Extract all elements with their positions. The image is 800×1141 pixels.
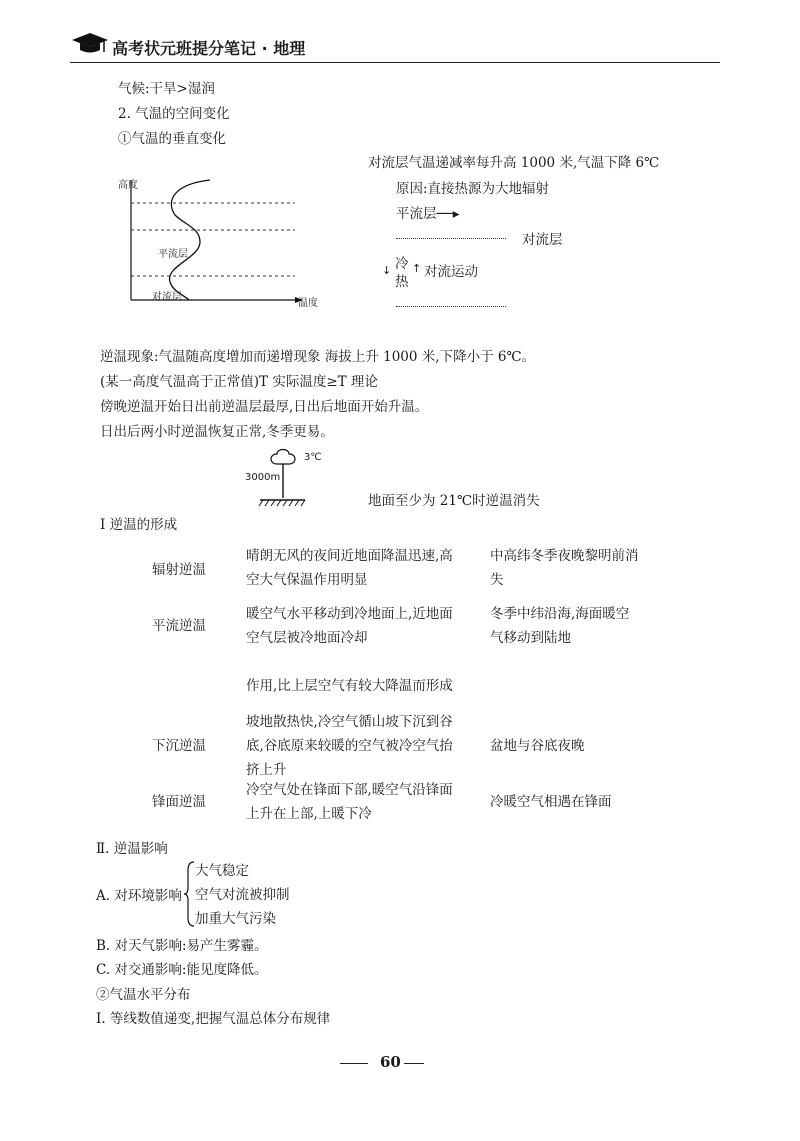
cause-text: 原因:直接热源为大地辐射 <box>396 181 550 197</box>
radiation-cause-1: 晴朗无风的夜间近地面降温迅速,高 <box>246 548 453 564</box>
traffic-effect: C. 对交通影响:能见度降低。 <box>96 962 268 978</box>
subsidence-cause-3: 挤上升 <box>246 762 287 778</box>
radiation-cause-2: 空大气保温作用明显 <box>246 572 368 588</box>
radiation-name: 辐射逆温 <box>152 562 206 578</box>
x-axis-label: 温度 <box>298 298 318 309</box>
environment-label: A. 对环境影响 <box>96 888 182 904</box>
troposphere-label: 对流层 <box>152 292 182 303</box>
radiation-place-1: 中高纬冬季夜晚黎明前消 <box>490 548 639 564</box>
subsidence-cause-2: 底,谷底原来较暖的空气被冷空气抬 <box>246 738 453 754</box>
subsection-heading: ①气温的垂直变化 <box>118 131 226 147</box>
height-label: 3000m <box>245 472 281 483</box>
advection-place-2: 气移动到陆地 <box>490 630 571 646</box>
page-number-line-left <box>340 1063 368 1064</box>
convection-text: 对流运动 <box>424 264 478 280</box>
formation-title: Ⅰ 逆温的形成 <box>100 517 178 533</box>
inversion-definition: 逆温现象:气温随高度增加而递增现象 海拔上升 1000 米,下降小于 6℃。 <box>100 349 536 365</box>
troposphere-text: 对流层 <box>522 232 563 248</box>
frontal-name: 锋面逆温 <box>152 794 206 810</box>
advection-cause-2: 空气层被冷地面冷却 <box>246 630 368 646</box>
cold-label: 冷 <box>395 256 409 272</box>
diagram-graph <box>115 170 335 310</box>
inversion-condition: (某一高度气温高于正常值)T 实际温度≥T 理论 <box>100 374 378 390</box>
frontal-cause-1: 冷空气处在锋面下部,暖空气沿锋面 <box>246 782 453 798</box>
section-heading: 2. 气温的空间变化 <box>118 106 230 122</box>
advection-cause-1: 暖空气水平移动到冷地面上,近地面 <box>246 606 453 622</box>
weather-effect: B. 对天气影响:易产生雾霾。 <box>96 938 268 954</box>
graduation-cap-icon <box>70 30 110 56</box>
advection-place-1: 冬季中纬沿海,海面暖空 <box>490 606 630 622</box>
stratosphere-arrow-text: 平流层──▸ <box>396 206 460 222</box>
frontal-place-1: 冷暖空气相遇在锋面 <box>490 794 612 810</box>
frontal-cause-2: 上升在上部,上暖下冷 <box>246 806 372 822</box>
climate-line: 气候:干旱>湿润 <box>118 81 215 97</box>
page-number-line-right <box>404 1063 424 1064</box>
ground-temperature-text: 地面至少为 21℃时逆温消失 <box>368 493 540 509</box>
env-item: 空气对流被抑制 <box>195 887 290 903</box>
dotted-divider-2 <box>396 306 506 307</box>
lapse-rate-text: 对流层气温递减率每升高 1000 米,气温下降 6℃ <box>368 155 660 171</box>
header-rule <box>70 62 720 63</box>
hot-label: 热 <box>395 274 409 290</box>
page-number: 60 <box>380 1053 401 1071</box>
down-arrow-icon: ↓ <box>382 264 392 277</box>
temperature-label: 3℃ <box>304 452 322 463</box>
effects-title: Ⅱ. 逆温影响 <box>96 841 168 857</box>
env-item: 大气稳定 <box>195 863 249 879</box>
dotted-divider <box>396 238 506 239</box>
up-arrow-icon: ↑ <box>412 262 422 275</box>
env-item: 加重大气污染 <box>195 911 276 927</box>
subsidence-name: 下沉逆温 <box>152 738 206 754</box>
extra-row: 作用,比上层空气有较大降温而形成 <box>246 678 453 694</box>
evening-text: 傍晚逆温开始日出前逆温层最厚,日出后地面开始升温。 <box>100 399 429 415</box>
subsidence-place-1: 盆地与谷底夜晚 <box>490 738 585 754</box>
y-axis-label: 高度 <box>118 180 138 191</box>
header-title: 高考状元班提分笔记 · 地理 <box>112 39 306 58</box>
isoline-text: Ⅰ. 等线数值递变,把握气温总体分布规律 <box>96 1011 331 1027</box>
subsidence-cause-1: 坡地散热快,冷空气循山坡下沉到谷 <box>246 714 453 730</box>
morning-text: 日出后两小时逆温恢复正常,冬季更易。 <box>100 424 334 440</box>
advection-name: 平流逆温 <box>152 618 206 634</box>
radiation-place-2: 失 <box>490 572 504 588</box>
stratosphere-label: 平流层 <box>158 249 188 260</box>
horizontal-subsection: ②气温水平分布 <box>96 987 191 1003</box>
